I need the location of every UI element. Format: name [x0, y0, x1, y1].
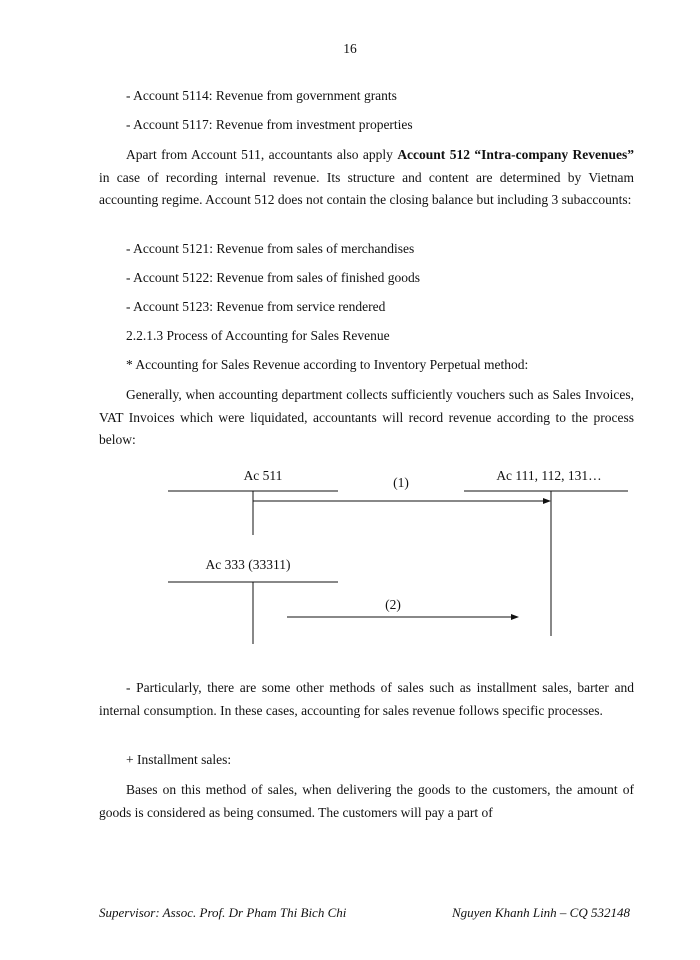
installment-paragraph: Bases on this method of sales, when delivering the goods to the customers, the amount of goods is considered as being consumed. The customers will pay a part of	[99, 782, 634, 820]
account-512-text-pre: Apart from Account 511, accountants also apply	[126, 147, 398, 162]
step-2-arrowhead	[511, 614, 519, 620]
step-2-label: (2)	[385, 597, 401, 612]
account-333-label: Ac 333 (33311)	[205, 557, 291, 572]
account-111-label: Ac 111, 112, 131…	[496, 468, 602, 483]
perpetual-method-heading: * Accounting for Sales Revenue according to Inventory Perpetual method:	[126, 357, 529, 372]
account-5123-line: - Account 5123: Revenue from service rendered	[126, 299, 386, 314]
account-5114-line: - Account 5114: Revenue from government grants	[126, 88, 397, 103]
t-account-diagram	[0, 460, 700, 650]
account-5117-line: - Account 5117: Revenue from investment properties	[126, 117, 413, 132]
process-paragraph: Generally, when accounting department collects sufficiently vouchers such as Sales Invoices, VAT Invoices which were liquidated, accountants will record revenue according to the process below:	[99, 387, 634, 448]
account-5122-line: - Account 5122: Revenue from sales of finished goods	[126, 270, 420, 285]
account-512-text-post: in case of recording internal revenue. Its structure and content are determined by Vietnam accounting regime. Account 512 does not contain the closing balance but including 3 subaccounts:	[99, 169, 634, 208]
step-1-label: (1)	[393, 475, 409, 490]
account-5121-line: - Account 5121: Revenue from sales of merchandises	[126, 241, 415, 256]
other-methods-paragraph: - Particularly, there are some other methods of sales such as installment sales, barter and internal consumption. In these cases, accounting for sales revenue follows specific processes.	[99, 680, 634, 718]
account-511-label: Ac 511	[243, 468, 283, 483]
step-1-arrowhead	[543, 498, 551, 504]
account-512-paragraph	[99, 144, 634, 212]
footer-supervisor: Supervisor: Assoc. Prof. Dr Pham Thi Bich Chi	[99, 905, 347, 920]
footer-author: Nguyen Khanh Linh – CQ 532148	[451, 905, 630, 920]
section-heading: 2.2.1.3 Process of Accounting for Sales Revenue	[126, 328, 390, 343]
account-512-title: Account 512 “Intra-company Revenues”	[397, 147, 634, 162]
installment-heading: + Installment sales:	[126, 752, 232, 767]
page-number: 16	[343, 41, 357, 56]
